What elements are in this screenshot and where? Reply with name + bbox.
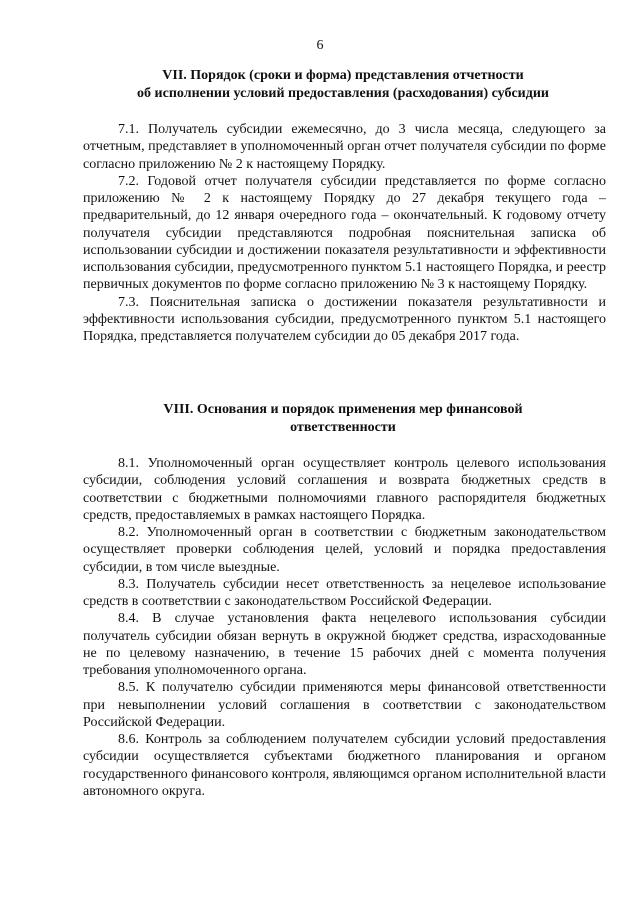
paragraph-8-5: 8.5. К получателю субсидии применяются меры финансовой ответственности при невыполнении условий соглашения в соответствии с законодательством Российской Федерации. [83, 680, 606, 730]
section-7-heading [83, 67, 603, 102]
section-7-heading-line-2: об исполнении условий предоставления (расходования) субсидии [137, 85, 549, 101]
section-8-heading-line-2: ответственности [290, 419, 396, 435]
paragraph-7-2: 7.2. Годовой отчет получателя субсидии представляется по форме согласно приложению № 2 к настоящему Порядку до 27 декабря текущего года – предварительный, до 12 января очередного года – окончательный. К годовому отчету получателя субсидии представляются подробная пояснительная записка об использовании субсидии и достижении показателя результативности и эффективности использования субсидии, предусмотренного пунктом 5.1 настоящего Порядка, и реестр первичных документов по форме согласно приложению № 3 к настоящему Порядку. [83, 173, 606, 293]
paragraph-8-2: 8.2. Уполномоченный орган в соответствии с бюджетным законодательством осуществляет проверки соблюдения целей, условий и порядка предоставления субсидии, в том числе выездные. [83, 525, 606, 575]
page-number: 6 [316, 38, 324, 53]
section-7-body [83, 121, 606, 345]
paragraph-8-6: 8.6. Контроль за соблюдением получателем субсидии условий предоставления субсидии осуществляется субъектами бюджетного планирования и органом государственного финансового контроля, являющимся органом исполнительной власти автономного округа. [83, 732, 606, 799]
paragraph-8-3: 8.3. Получатель субсидии несет ответственность за нецелевое использование средств в соответствии с законодательством Российской Федерации. [83, 576, 606, 609]
section-8-heading [83, 401, 603, 436]
section-8-body [83, 455, 606, 800]
paragraph-7-3: 7.3. Пояснительная записка о достижении показателя результативности и эффективности использования субсидии, предусмотренного пунктом 5.1 настоящего Порядка, представляется получателем субсидии до 05 декабря 2017 года. [83, 294, 606, 344]
paragraph-7-1: 7.1. Получатель субсидии ежемесячно, до 3 числа месяца, следующего за отчетным, представляет в уполномоченный орган отчет получателя субсидии по форме согласно приложению № 2 к настоящему Порядку. [83, 122, 606, 172]
section-8-heading-line-1: VIII. Основания и порядок применения мер финансовой [163, 402, 523, 417]
paragraph-8-1: 8.1. Уполномоченный орган осуществляет контроль целевого использования субсидии, соблюдения условий соглашения и возврата бюджетных средств в соответствии с бюджетными полномочиями главного распорядителя бюджетных средств, предоставляемых в рамках настоящего Порядка. [83, 456, 606, 523]
section-7-heading-line-1: VII. Порядок (сроки и форма) представления отчетности [162, 68, 524, 83]
paragraph-8-4: 8.4. В случае установления факта нецелевого использования субсидии получатель субсидии обязан вернуть в окружной бюджет средства, израсходованные не по целевому назначению, в течение 15 рабочих дней с момента получения требования уполномоченного органа. [83, 611, 606, 678]
